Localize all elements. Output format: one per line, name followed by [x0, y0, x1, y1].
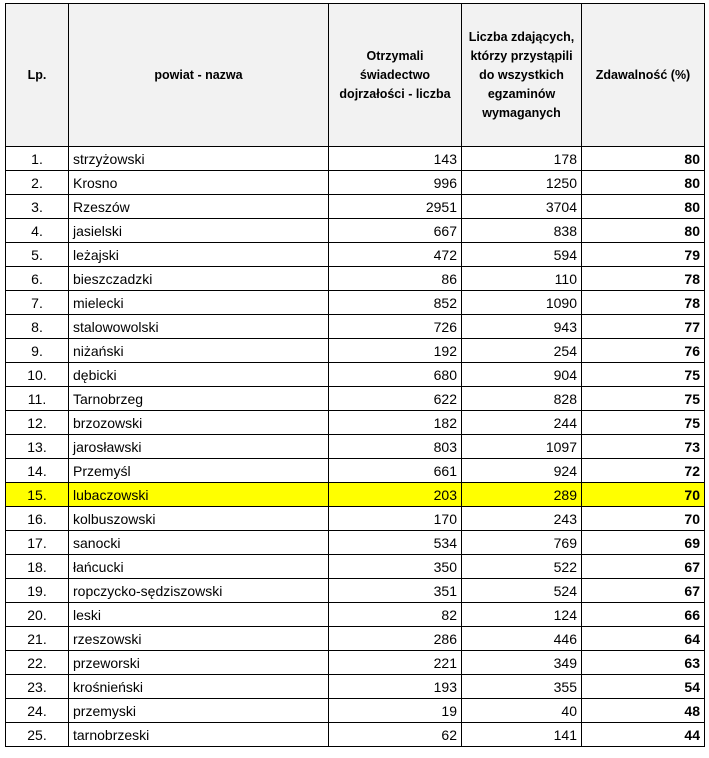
district-name: jasielski — [69, 219, 329, 243]
row-number: 13. — [6, 435, 69, 459]
pass-rate: 80 — [582, 195, 705, 219]
row-number: 17. — [6, 531, 69, 555]
district-name: tarnobrzeski — [69, 723, 329, 747]
row-number: 14. — [6, 459, 69, 483]
header-name: powiat - nazwa — [69, 4, 329, 147]
examinees-count: 943 — [462, 315, 582, 339]
examinees-count: 924 — [462, 459, 582, 483]
examinees-count: 124 — [462, 603, 582, 627]
table-row — [6, 459, 705, 483]
certificates-count: 192 — [329, 339, 462, 363]
table-row — [6, 627, 705, 651]
certificates-count: 351 — [329, 579, 462, 603]
pass-rate: 70 — [582, 483, 705, 507]
pass-rate: 69 — [582, 531, 705, 555]
table-row — [6, 723, 705, 747]
table-row — [6, 411, 705, 435]
pass-rate: 48 — [582, 699, 705, 723]
pass-rate: 64 — [582, 627, 705, 651]
examinees-count: 289 — [462, 483, 582, 507]
district-name: sanocki — [69, 531, 329, 555]
pass-rate: 72 — [582, 459, 705, 483]
row-number: 6. — [6, 267, 69, 291]
row-number: 25. — [6, 723, 69, 747]
row-number: 18. — [6, 555, 69, 579]
header-row — [6, 4, 705, 147]
pass-rate: 79 — [582, 243, 705, 267]
table-row — [6, 555, 705, 579]
district-name: Tarnobrzeg — [69, 387, 329, 411]
pass-rate: 67 — [582, 579, 705, 603]
certificates-count: 622 — [329, 387, 462, 411]
district-name: przeworski — [69, 651, 329, 675]
district-name: krośnieński — [69, 675, 329, 699]
district-name: bieszczadzki — [69, 267, 329, 291]
certificates-count: 534 — [329, 531, 462, 555]
certificates-count: 62 — [329, 723, 462, 747]
certificates-count: 350 — [329, 555, 462, 579]
examinees-count: 828 — [462, 387, 582, 411]
row-number: 23. — [6, 675, 69, 699]
table-row — [6, 579, 705, 603]
pass-rate: 75 — [582, 411, 705, 435]
examinees-count: 244 — [462, 411, 582, 435]
district-name: ropczycko-sędziszowski — [69, 579, 329, 603]
certificates-count: 667 — [329, 219, 462, 243]
header-certificates: Otrzymali świadectwo dojrzałości - liczba — [329, 4, 462, 147]
row-number: 2. — [6, 171, 69, 195]
row-number: 11. — [6, 387, 69, 411]
examinees-count: 446 — [462, 627, 582, 651]
examinees-count: 243 — [462, 507, 582, 531]
examinees-count: 40 — [462, 699, 582, 723]
certificates-count: 472 — [329, 243, 462, 267]
pass-rate: 66 — [582, 603, 705, 627]
pass-rate: 80 — [582, 171, 705, 195]
row-number: 16. — [6, 507, 69, 531]
pass-rate: 78 — [582, 267, 705, 291]
table-row — [6, 219, 705, 243]
district-name: rzeszowski — [69, 627, 329, 651]
certificates-count: 170 — [329, 507, 462, 531]
examinees-count: 349 — [462, 651, 582, 675]
examinees-count: 594 — [462, 243, 582, 267]
certificates-count: 996 — [329, 171, 462, 195]
district-name: przemyski — [69, 699, 329, 723]
examinees-count: 838 — [462, 219, 582, 243]
certificates-count: 143 — [329, 147, 462, 171]
district-name: strzyżowski — [69, 147, 329, 171]
table-row — [6, 387, 705, 411]
certificates-count: 182 — [329, 411, 462, 435]
district-name: leski — [69, 603, 329, 627]
pass-rate: 70 — [582, 507, 705, 531]
row-number: 7. — [6, 291, 69, 315]
row-number: 15. — [6, 483, 69, 507]
row-number: 20. — [6, 603, 69, 627]
table-row — [6, 363, 705, 387]
table-row — [6, 291, 705, 315]
district-name: jarosławski — [69, 435, 329, 459]
row-number: 4. — [6, 219, 69, 243]
district-name: niżański — [69, 339, 329, 363]
examinees-count: 254 — [462, 339, 582, 363]
header-examinees: Liczba zdających, którzy przystąpili do wszystkich egzaminów wymaganych — [462, 4, 582, 147]
row-number: 10. — [6, 363, 69, 387]
examinees-count: 1097 — [462, 435, 582, 459]
table-row — [6, 507, 705, 531]
header-pass-rate: Zdawalność (%) — [582, 4, 705, 147]
row-number: 21. — [6, 627, 69, 651]
table-row — [6, 435, 705, 459]
district-name: leżajski — [69, 243, 329, 267]
row-number: 22. — [6, 651, 69, 675]
district-name: mielecki — [69, 291, 329, 315]
examinees-count: 3704 — [462, 195, 582, 219]
table-row — [6, 267, 705, 291]
results-table — [5, 3, 705, 747]
district-name: łańcucki — [69, 555, 329, 579]
table-row — [6, 603, 705, 627]
examinees-count: 769 — [462, 531, 582, 555]
examinees-count: 141 — [462, 723, 582, 747]
district-name: Krosno — [69, 171, 329, 195]
district-name: kolbuszowski — [69, 507, 329, 531]
district-name: lubaczowski — [69, 483, 329, 507]
pass-rate: 73 — [582, 435, 705, 459]
certificates-count: 86 — [329, 267, 462, 291]
row-number: 5. — [6, 243, 69, 267]
table-row — [6, 651, 705, 675]
certificates-count: 680 — [329, 363, 462, 387]
certificates-count: 203 — [329, 483, 462, 507]
examinees-count: 1250 — [462, 171, 582, 195]
pass-rate: 75 — [582, 363, 705, 387]
row-number: 3. — [6, 195, 69, 219]
table-row — [6, 147, 705, 171]
table-row — [6, 171, 705, 195]
table-row — [6, 699, 705, 723]
table-row — [6, 483, 705, 507]
certificates-count: 19 — [329, 699, 462, 723]
table-row — [6, 195, 705, 219]
table-row — [6, 315, 705, 339]
certificates-count: 726 — [329, 315, 462, 339]
certificates-count: 82 — [329, 603, 462, 627]
certificates-count: 2951 — [329, 195, 462, 219]
table-header — [6, 4, 705, 147]
examinees-count: 178 — [462, 147, 582, 171]
examinees-count: 524 — [462, 579, 582, 603]
pass-rate: 44 — [582, 723, 705, 747]
row-number: 9. — [6, 339, 69, 363]
pass-rate: 77 — [582, 315, 705, 339]
pass-rate: 80 — [582, 219, 705, 243]
district-name: stalowowolski — [69, 315, 329, 339]
district-name: dębicki — [69, 363, 329, 387]
examinees-count: 355 — [462, 675, 582, 699]
header-lp: Lp. — [6, 4, 69, 147]
table-row — [6, 675, 705, 699]
pass-rate: 76 — [582, 339, 705, 363]
pass-rate: 78 — [582, 291, 705, 315]
examinees-count: 904 — [462, 363, 582, 387]
examinees-count: 522 — [462, 555, 582, 579]
pass-rate: 80 — [582, 147, 705, 171]
table-row — [6, 243, 705, 267]
district-name: brzozowski — [69, 411, 329, 435]
certificates-count: 221 — [329, 651, 462, 675]
district-name: Rzeszów — [69, 195, 329, 219]
pass-rate: 67 — [582, 555, 705, 579]
certificates-count: 193 — [329, 675, 462, 699]
district-name: Przemyśl — [69, 459, 329, 483]
row-number: 19. — [6, 579, 69, 603]
pass-rate: 63 — [582, 651, 705, 675]
certificates-count: 852 — [329, 291, 462, 315]
table-row — [6, 531, 705, 555]
examinees-count: 1090 — [462, 291, 582, 315]
certificates-count: 286 — [329, 627, 462, 651]
table-body — [6, 147, 705, 747]
certificates-count: 803 — [329, 435, 462, 459]
row-number: 1. — [6, 147, 69, 171]
table-row — [6, 339, 705, 363]
row-number: 8. — [6, 315, 69, 339]
examinees-count: 110 — [462, 267, 582, 291]
certificates-count: 661 — [329, 459, 462, 483]
row-number: 24. — [6, 699, 69, 723]
pass-rate: 75 — [582, 387, 705, 411]
pass-rate: 54 — [582, 675, 705, 699]
row-number: 12. — [6, 411, 69, 435]
